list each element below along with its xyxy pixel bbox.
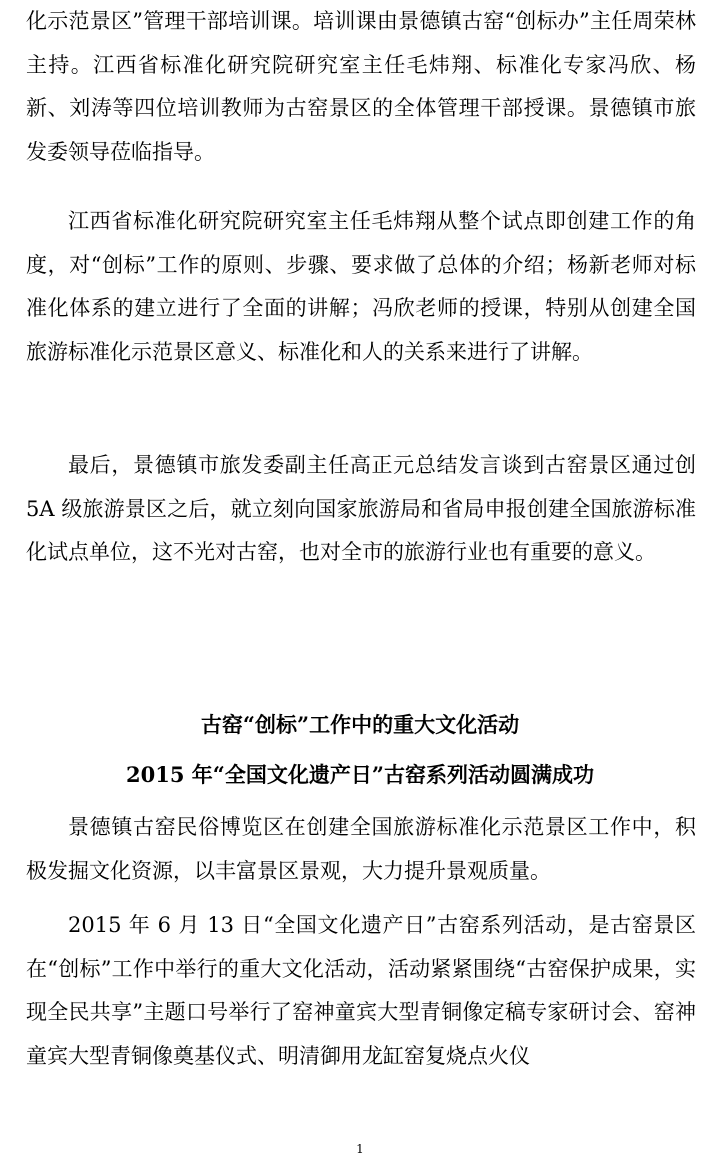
section-title-cultural-activity: 古窑“创标”工作中的重大文化活动 bbox=[200, 712, 520, 737]
paragraph-training-course: 化示范景区”管理干部培训课。培训课由景德镇古窑“创标办”主任周荣林主持。江西省标准化研究院研究室主任毛炜翔、标准化专家冯欣、杨新、刘涛等四位培训教师为古窑景区的全体管理干部授课。景德镇市旅发委领导莅临指导。 bbox=[26, 9, 696, 164]
section-title-heritage-day: 2015 年“全国文化遗产日”古窑系列活动圆满成功 bbox=[126, 762, 594, 787]
paragraph-training-content: 江西省标准化研究院研究室主任毛炜翔从整个试点即创建工作的角度，对“创标”工作的原则、步骤、要求做了总体的介绍；杨新老师对标准化体系的建立进行了全面的讲解；冯欣老师的授课，特别从创建全国旅游标准化示范景区意义、标准化和人的关系来进行了讲解。 bbox=[26, 209, 696, 364]
paragraph-heritage-day-events: 2015 年 6 月 13 日“全国文化遗产日”古窑系列活动，是古窑景区在“创标”工作中举行的重大文化活动，活动紧紧围绕“古窑保护成果，实现全民共享”主题口号举行了窑神童宾大型青铜像定稿专家研讨会、窑神童宾大型青铜像奠基仪式、明清御用龙缸窑复烧点火仪 bbox=[26, 913, 696, 1068]
paragraph-closing-remarks: 最后，景德镇市旅发委副主任高正元总结发言谈到古窑景区通过创 5A 级旅游景区之后，就立刻向国家旅游局和省局申报创建全国旅游标准化试点单位，这不光对古窑，也对全市的旅游行业也有重要的意义。 bbox=[26, 453, 696, 564]
paragraph-cultural-resources: 景德镇古窑民俗博览区在创建全国旅游标准化示范景区工作中，积极发掘文化资源，以丰富景区景观，大力提升景观质量。 bbox=[26, 815, 696, 883]
page-number: 1 bbox=[356, 1142, 364, 1156]
